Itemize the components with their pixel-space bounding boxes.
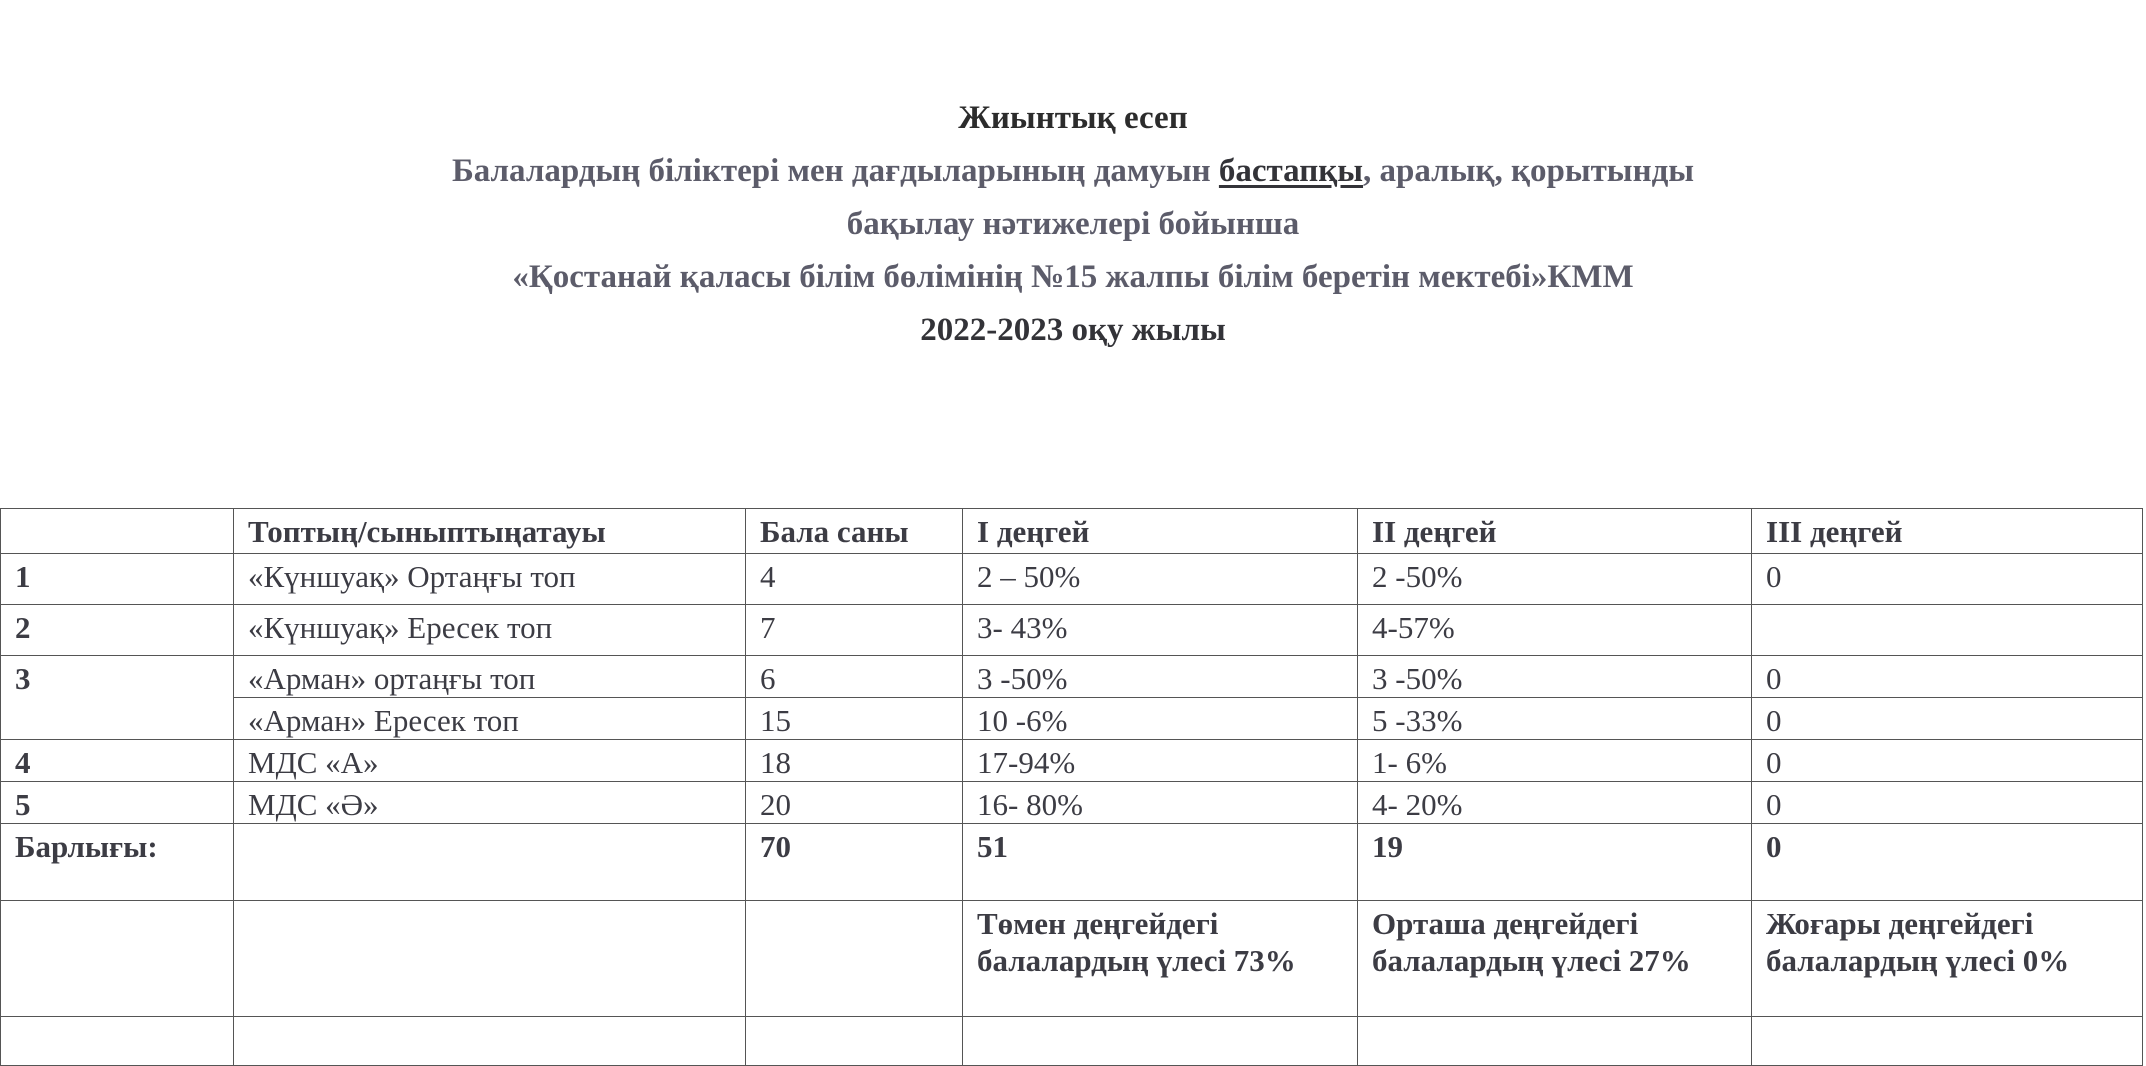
share-low: Төмен деңгейдегі балалардың үлесі 73%: [963, 901, 1358, 1017]
row-count: 15: [746, 698, 963, 740]
row-level3: 0: [1752, 656, 2143, 698]
row-level2: 4- 20%: [1358, 782, 1752, 824]
row-count: 18: [746, 740, 963, 782]
table-row: [1, 554, 2143, 605]
header-cell-count: Бала саны: [746, 509, 963, 554]
row-num: 2: [1, 605, 234, 656]
row-num: 5: [1, 782, 234, 824]
row-count: 6: [746, 656, 963, 698]
total-label: Барлығы:: [1, 824, 234, 901]
row-level1: 3 -50%: [963, 656, 1358, 698]
table-row: [1, 740, 2143, 782]
row-num: 1: [1, 554, 234, 605]
row-level3: 0: [1752, 698, 2143, 740]
table-header-row: [1, 509, 2143, 554]
row-level3: [1752, 605, 2143, 656]
row-num: 3: [1, 656, 234, 698]
empty-cell: [963, 1017, 1358, 1066]
share-mid: Орташа деңгейдегі балалардың үлесі 27%: [1358, 901, 1752, 1017]
total-level2: 19: [1358, 824, 1752, 901]
row-num: 4: [1, 740, 234, 782]
row-level2: 1- 6%: [1358, 740, 1752, 782]
row-level3: 0: [1752, 554, 2143, 605]
row-group: «Арман» Ересек топ: [234, 698, 746, 740]
report-title: Жиынтық есеп: [958, 100, 1188, 136]
header-cell-level3: III деңгей: [1752, 509, 2143, 554]
empty-cell: [1, 1017, 234, 1066]
report-header: [0, 92, 2146, 357]
row-level3: 0: [1752, 782, 2143, 824]
table-row: [1, 656, 2143, 698]
row-level3: 0: [1752, 740, 2143, 782]
share-high: Жоғары деңгейдегі балалардың үлесі 0%: [1752, 901, 2143, 1017]
total-group-empty: [234, 824, 746, 901]
row-level1: 10 -6%: [963, 698, 1358, 740]
shares-row: [1, 901, 2143, 1017]
shares-empty-3: [746, 901, 963, 1017]
row-group: «Күншуақ» Ересек топ: [234, 605, 746, 656]
row-count: 4: [746, 554, 963, 605]
table-row: [1, 605, 2143, 656]
table-row: [1, 698, 2143, 740]
subtitle-text-end: , аралық, қорытынды: [1363, 153, 1695, 189]
header-cell-level1: I деңгей: [963, 509, 1358, 554]
shares-empty-1: [1, 901, 234, 1017]
table-row: [1, 782, 2143, 824]
row-group: МДС «А»: [234, 740, 746, 782]
row-level2: 4-57%: [1358, 605, 1752, 656]
row-level2: 5 -33%: [1358, 698, 1752, 740]
row-level1: 3- 43%: [963, 605, 1358, 656]
empty-cell: [1752, 1017, 2143, 1066]
header-cell-group: Топтың/сыныптыңатауы: [234, 509, 746, 554]
empty-cell: [746, 1017, 963, 1066]
row-count: 20: [746, 782, 963, 824]
report-subtitle: [0, 145, 2146, 198]
school-name: «Қостанай қаласы білім бөлімінің №15 жалпы білім беретін мектебі»КММ: [512, 259, 1634, 295]
row-level2: 2 -50%: [1358, 554, 1752, 605]
row-group: МДС «Ә»: [234, 782, 746, 824]
report-subtitle-line2: бақылау нәтижелері бойынша: [846, 206, 1300, 242]
header-cell-level2: II деңгей: [1358, 509, 1752, 554]
row-count: 7: [746, 605, 963, 656]
row-level1: 17-94%: [963, 740, 1358, 782]
row-level2: 3 -50%: [1358, 656, 1752, 698]
total-level1: 51: [963, 824, 1358, 901]
row-level1: 2 – 50%: [963, 554, 1358, 605]
shares-empty-2: [234, 901, 746, 1017]
subtitle-underlined: бастапқы: [1218, 153, 1364, 189]
row-group: «Арман» ортаңғы топ: [234, 656, 746, 698]
subtitle-text: Балалардың біліктері мен дағдыларының дамуын: [451, 153, 1219, 189]
empty-cell: [1358, 1017, 1752, 1066]
total-level3: 0: [1752, 824, 2143, 901]
academic-year: 2022-2023 оқу жылы: [920, 312, 1226, 348]
row-level1: 16- 80%: [963, 782, 1358, 824]
empty-cell: [234, 1017, 746, 1066]
empty-row: [1, 1017, 2143, 1066]
total-count: 70: [746, 824, 963, 901]
results-table: [0, 508, 2143, 1066]
total-row: [1, 824, 2143, 901]
row-group: «Күншуақ» Ортаңғы топ: [234, 554, 746, 605]
row-num: [1, 698, 234, 740]
header-cell-num: [1, 509, 234, 554]
